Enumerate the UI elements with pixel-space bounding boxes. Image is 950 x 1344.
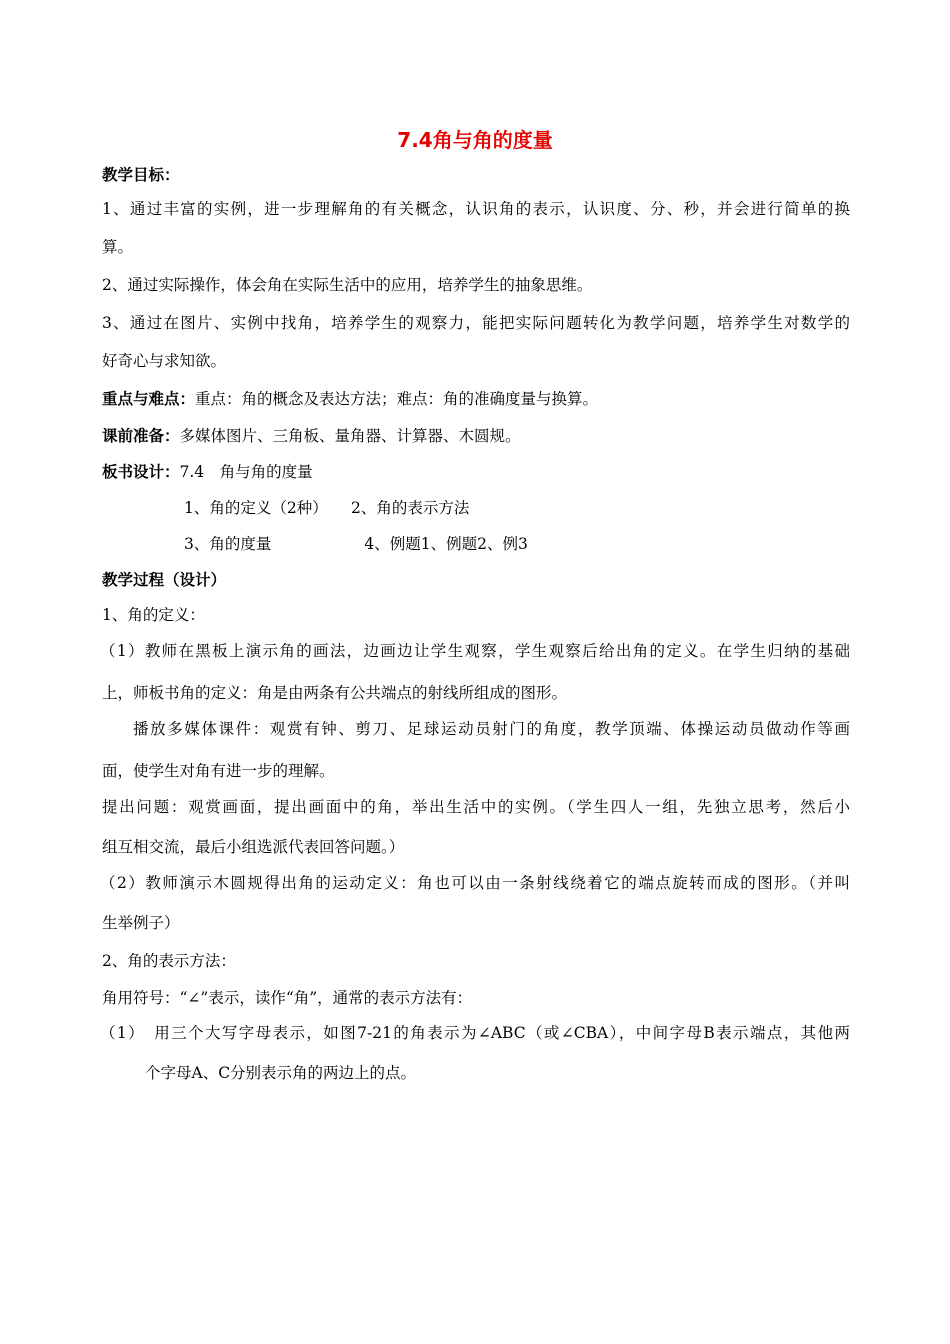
board-design-row-2: 3、角的度量 4、例题1、例题2、例3: [184, 535, 528, 553]
page-title: 7.4角与角的度量: [397, 128, 553, 152]
key-points-paragraph: [102, 388, 850, 410]
section-1-p2-line-2: 面，使学生对角有进一步的理解。: [102, 762, 335, 780]
goals-heading: 教学目标：: [102, 166, 180, 184]
section-1-p4-line-2: 生举例子）: [102, 914, 180, 932]
preparation-text: 多媒体图片、三角板、量角器、计算器、木圆规。: [179, 427, 521, 445]
board-design-paragraph: [102, 461, 850, 483]
section-1-p3-line-1: 提出问题：观赏画面，提出画面中的角，举出生活中的实例。（学生四人一组，先独立思考，然后小: [102, 798, 850, 816]
board-design-label: 板书设计：: [102, 463, 180, 481]
section-1-p1-line-1: （1）教师在黑板上演示角的画法，边画边让学生观察，学生观察后给出角的定义。在学生归纳的基础: [100, 642, 850, 660]
key-points-text: 重点：角的概念及表达方法；难点：角的准确度量与换算。: [195, 390, 599, 408]
board-design-text: 7.4 角与角的度量: [179, 463, 313, 481]
goal-3-line-1: 3、通过在图片、实例中找角，培养学生的观察力，能把实际问题转化为教学问题，培养学生对数学的: [102, 314, 850, 332]
section-1-p1-line-2: 上，师板书角的定义：角是由两条有公共端点的射线所组成的图形。: [102, 684, 568, 702]
goal-3-line-2: 好奇心与求知欲。: [102, 352, 227, 370]
section-1-p4-line-1: （2）教师演示木圆规得出角的运动定义：角也可以由一条射线绕着它的端点旋转而成的图形。（并叫: [100, 874, 850, 892]
section-2-p1: 角用符号：“∠”表示，读作“角”，通常的表示方法有：: [102, 989, 473, 1007]
board-design-row-1: 1、角的定义（2种） 2、角的表示方法: [184, 499, 470, 517]
section-2-item-1-line-1: （1） 用三个大写字母表示，如图7-21的角表示为∠ABC（或∠CBA），中间字母B表示端点，其他两: [100, 1024, 850, 1042]
section-2-title: 2、角的表示方法：: [102, 952, 236, 970]
section-1-p2-line-1: 播放多媒体课件：观赏有钟、剪刀、足球运动员射门的角度，教学顶端、体操运动员做动作等画: [133, 720, 850, 738]
section-1-title: 1、角的定义：: [102, 606, 205, 624]
section-2-item-1-line-2: 个字母A、C分别表示角的两边上的点。: [145, 1064, 417, 1082]
section-1-p3-line-2: 组互相交流，最后小组选派代表回答问题。）: [102, 838, 405, 856]
goal-2: 2、通过实际操作，体会角在实际生活中的应用，培养学生的抽象思维。: [102, 276, 593, 294]
preparation-label: 课前准备：: [102, 427, 180, 445]
preparation-paragraph: [102, 425, 850, 447]
goal-1-line-1: 1、通过丰富的实例，进一步理解角的有关概念，认识角的表示，认识度、分、秒，并会进行简单的换: [102, 200, 850, 218]
goal-1-line-2: 算。: [102, 238, 134, 256]
process-heading: 教学过程（设计）: [102, 571, 227, 589]
key-points-label: 重点与难点：: [102, 390, 196, 408]
